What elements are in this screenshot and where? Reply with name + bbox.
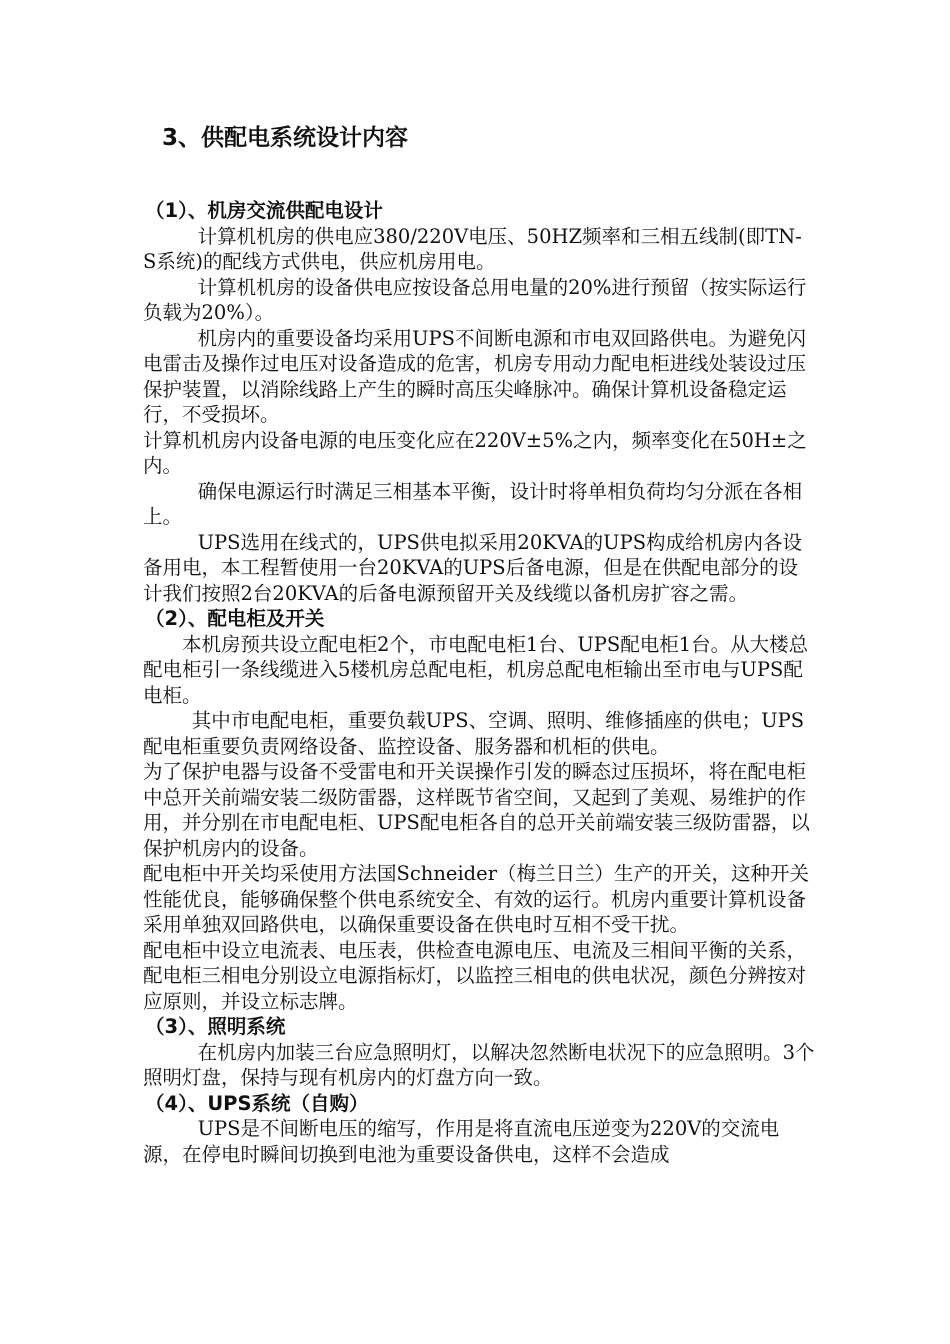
paragraph: 确保电源运行时满足三相基本平衡，设计时将单相负荷均匀分派在各相上。	[143, 479, 803, 528]
section-heading-lighting: （3）、照明系统	[145, 1015, 286, 1038]
document-body	[143, 198, 815, 1167]
paragraph: 机房内的重要设备均采用UPS不间断电源和市电双回路供电。为避免闪电雷击及操作过电压对设备造成的危害，机房专用动力配电柜进线处装设过压保护装置，以消除线路上产生的瞬时高压尖峰脉冲。确保计算机设备稳定运行，不受损坏。	[143, 326, 807, 426]
paragraph: UPS是不间断电压的缩写，作用是将直流电压逆变为220V的交流电源，在停电时瞬间切换到电池为重要设备供电，这样不会造成	[143, 1117, 780, 1166]
paragraph: 配电柜中开关均采使用方法国Schneider（梅兰日兰）生产的开关，这种开关性能优良，能够确保整个供电系统安全、有效的运行。机房内重要计算机设备采用单独双回路供电，以确保重要设备在供电时互相不受干扰。	[143, 862, 810, 936]
document-title: 3、供配电系统设计内容	[162, 125, 409, 151]
paragraph: 本机房预共设立配电柜2个，市电配电柜1台、UPS配电柜1台。从大楼总配电柜引一条线缆进入5楼机房总配电柜，机房总配电柜输出至市电与UPS配电柜。	[143, 632, 809, 707]
paragraph: 在机房内加装三台应急照明灯，以解决忽然断电状况下的应急照明。3个照明灯盘，保持与现有机房内的灯盘方向一致。	[143, 1040, 815, 1089]
paragraph: 为了保护电器与设备不受雷电和开关误操作引发的瞬态过压损坏，将在配电柜中总开关前端安装二级防雷器，这样既节省空间，又起到了美观、易维护的作用，并分别在市电配电柜、UPS配电柜各自的总开关前端安装三级防雷器，以保护机房内的设备。	[143, 760, 810, 860]
section-heading-distribution-cabinet: （2）、配电柜及开关	[145, 607, 325, 630]
paragraph: 其中市电配电柜，重要负载UPS、空调、照明、维修插座的供电；UPS配电柜重要负责网络设备、监控设备、服务器和机柜的供电。	[143, 709, 805, 758]
section-heading-ac-power: （1）、机房交流供配电设计	[145, 199, 383, 222]
paragraph: 计算机机房的供电应380/220V电压、50HZ频率和三相五线制(即TN-S系统)的配线方式供电，供应机房用电。	[143, 224, 802, 273]
paragraph: 配电柜中设立电流表、电压表，供检查电源电压、电流及三相间平衡的关系，配电柜三相电分别设立电源指标灯，以监控三相电的供电状况，颜色分辨按对应原则，并设立标志牌。	[143, 938, 807, 1013]
paragraph: 计算机机房的设备供电应按设备总用电量的20%进行预留（按实际运行负载为20%）。	[143, 275, 807, 324]
section-heading-ups: （4）、UPS系统（自购）	[145, 1091, 369, 1115]
paragraph: UPS选用在线式的，UPS供电拟采用20KVA的UPS构成给机房内各设备用电，本工程暂使用一台20KVA的UPS后备电源，但是在供配电部分的设计我们按照2台20KVA的后备电源预留开关及线缆以备机房扩容之需。	[143, 530, 803, 605]
paragraph: 计算机机房内设备电源的电压变化应在220V±5%之内，频率变化在50H±之内。	[143, 428, 807, 477]
